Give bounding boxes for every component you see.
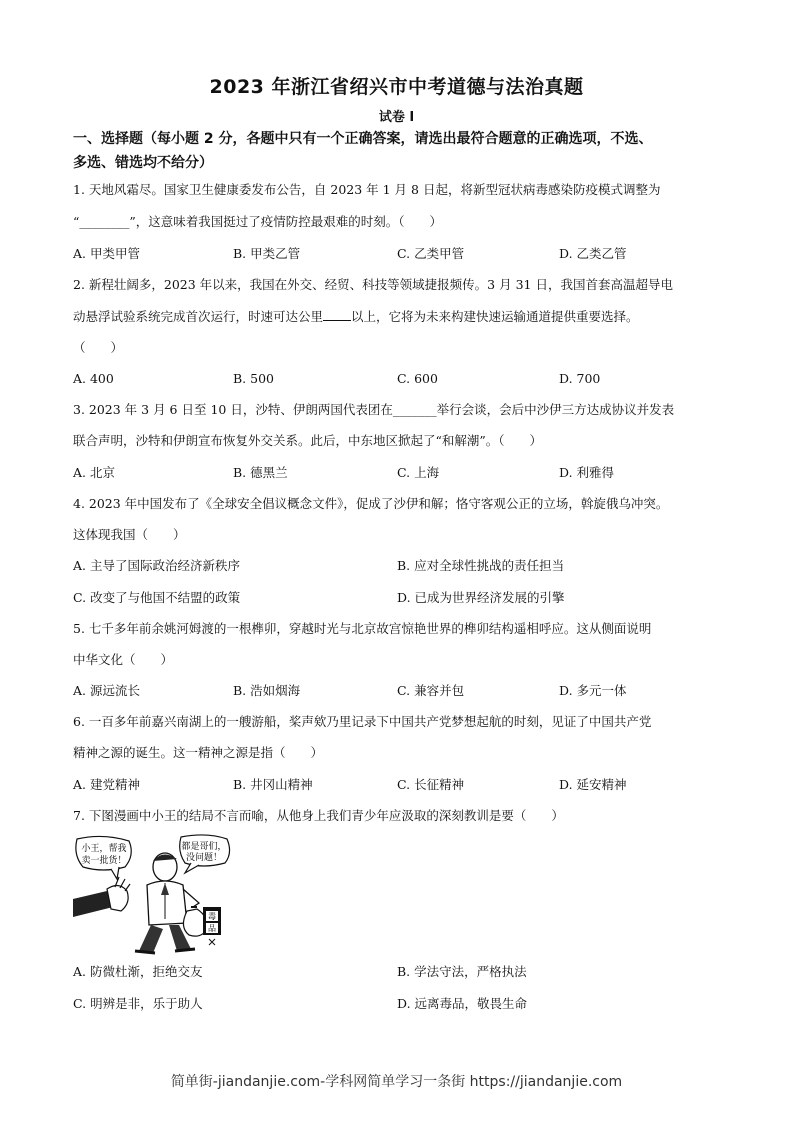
section-heading-line1: 一、选择题（每小题 2 分，各题中只有一个正确答案，请选出最符合题意的正确选项，不选、	[73, 131, 653, 147]
q2-option-b[interactable]: B. 500	[233, 371, 274, 386]
q6-stem-line2: 精神之源的诞生。这一精神之源是指（ ）	[73, 745, 324, 760]
q2-stem-line2	[73, 307, 725, 327]
q2-stem-line2-part1: 动悬浮试验系统完成首次运行，时速可达公里	[73, 309, 324, 324]
bubble-right-line2: 没问题！	[185, 853, 223, 863]
q7-option-a[interactable]: A. 防微杜渐，拒绝交友	[73, 964, 203, 979]
q7-option-d[interactable]: D. 远离毒品，敬畏生命	[397, 996, 528, 1011]
q2-stem-line1: 2. 新程壮阔多，2023 年以来，我国在外交、经贸、科技等领域捷报频传。3 月 31 日，我国首套高温超导电	[73, 277, 673, 292]
section-heading-line2: 多选、错选均不给分）	[73, 155, 213, 171]
bubble-right-line1: 都是哥们，	[181, 842, 227, 852]
q3-option-a[interactable]: A. 北京	[73, 465, 115, 480]
speech-bubble-left	[76, 836, 131, 879]
q4-option-b[interactable]: B. 应对全球性挑战的责任担当	[397, 558, 565, 573]
drug-label-1: 毒	[208, 912, 216, 921]
drug-label-2: 品	[208, 924, 216, 933]
q4-option-a[interactable]: A. 主导了国际政治经济新秩序	[73, 558, 240, 573]
q7-stem-line1: 7. 下图漫画中小王的结局不言而喻，从他身上我们青少年应汲取的深刻教训是要（ ）	[73, 808, 564, 823]
q1-option-b[interactable]: B. 甲类乙管	[233, 246, 301, 261]
q1-option-c[interactable]: C. 乙类甲管	[397, 246, 465, 261]
q2-stem-line3: （ ）	[73, 340, 124, 355]
page-title: 2023 年浙江省绍兴市中考道德与法治真题	[209, 76, 584, 98]
answer-blank	[323, 307, 351, 321]
q7-option-b[interactable]: B. 学法守法，严格执法	[397, 964, 527, 979]
q4-option-c[interactable]: C. 改变了与他国不结盟的政策	[73, 590, 241, 605]
q1-stem-line1: 1. 天地风霜尽。国家卫生健康委发布公告，自 2023 年 1 月 8 日起，将新型冠状病毒感染防疫模式调整为	[73, 182, 661, 197]
q6-stem-line1: 6. 一百多年前嘉兴南湖上的一艘游船，桨声欸乃里记录下中国共产党梦想起航的时刻，见证了中国共产党	[73, 714, 652, 729]
q5-stem-line1: 5. 七千多年前余姚河姆渡的一根榫卯，穿越时光与北京故宫惊艳世界的榫卯结构遥相呼应。这从侧面说明	[73, 621, 652, 636]
q3-option-c[interactable]: C. 上海	[397, 465, 440, 480]
q6-option-d[interactable]: D. 延安精神	[559, 777, 627, 792]
section-heading	[73, 127, 723, 175]
q1-stem-line2: “________”，这意味着我国挺过了疫情防控最艰难的时刻。（ ）	[73, 214, 443, 229]
page-footer: 简单街-jiandanjie.com-学科网简单学习一条街 https://jiandanjie.com	[170, 1074, 623, 1090]
drug-packet	[203, 907, 221, 945]
q3-stem-line2: 联合声明，沙特和伊朗宣布恢复外交关系。此后，中东地区掀起了“和解潮”。（ ）	[73, 433, 543, 448]
q7-option-c[interactable]: C. 明辨是非，乐于助人	[73, 996, 203, 1011]
q2-option-a[interactable]: A. 400	[73, 371, 114, 386]
q4-option-d[interactable]: D. 已成为世界经济发展的引擎	[397, 590, 565, 605]
q1-option-a[interactable]: A. 甲类甲管	[73, 246, 140, 261]
bubble-left-line2: 卖一批货！	[81, 856, 127, 866]
q2-option-d[interactable]: D. 700	[559, 371, 601, 386]
q6-option-c[interactable]: C. 长征精神	[397, 777, 465, 792]
q4-stem-line2: 这体现我国（ ）	[73, 527, 186, 542]
q2-stem-line2-part2: 以上，它将为未来构建快速运输通道提供重要选择。	[351, 309, 639, 324]
q5-option-d[interactable]: D. 多元一体	[559, 683, 627, 698]
q1-option-d[interactable]: D. 乙类乙管	[559, 246, 627, 261]
q5-option-b[interactable]: B. 浩如烟海	[233, 683, 301, 698]
q6-option-a[interactable]: A. 建党精神	[73, 777, 140, 792]
q3-option-d[interactable]: D. 利雅得	[559, 465, 615, 480]
q5-option-c[interactable]: C. 兼容并包	[397, 683, 465, 698]
q4-stem-line1: 4. 2023 年中国发布了《全球安全倡议概念文件》，促成了沙伊和解；恪守客观公正的立场，斡旋俄乌冲突。	[73, 496, 669, 511]
q3-stem-line1: 3. 2023 年 3 月 6 日至 10 日，沙特、伊朗两国代表团在_______举行会谈，会后中沙伊三方达成协议并发表	[73, 402, 675, 417]
paper-subtitle: 试卷 I	[378, 110, 415, 125]
q3-option-b[interactable]: B. 德黑兰	[233, 465, 288, 480]
q6-option-b[interactable]: B. 井冈山精神	[233, 777, 313, 792]
q5-option-a[interactable]: A. 源远流长	[73, 683, 140, 698]
q2-option-c[interactable]: C. 600	[397, 371, 438, 386]
dealer-arm	[73, 877, 130, 917]
cartoon-illustration	[73, 833, 233, 958]
q5-stem-line2: 中华文化（ ）	[73, 652, 174, 667]
bubble-left-line1: 小王，帮我	[81, 844, 127, 854]
speech-bubble-right	[180, 835, 230, 873]
